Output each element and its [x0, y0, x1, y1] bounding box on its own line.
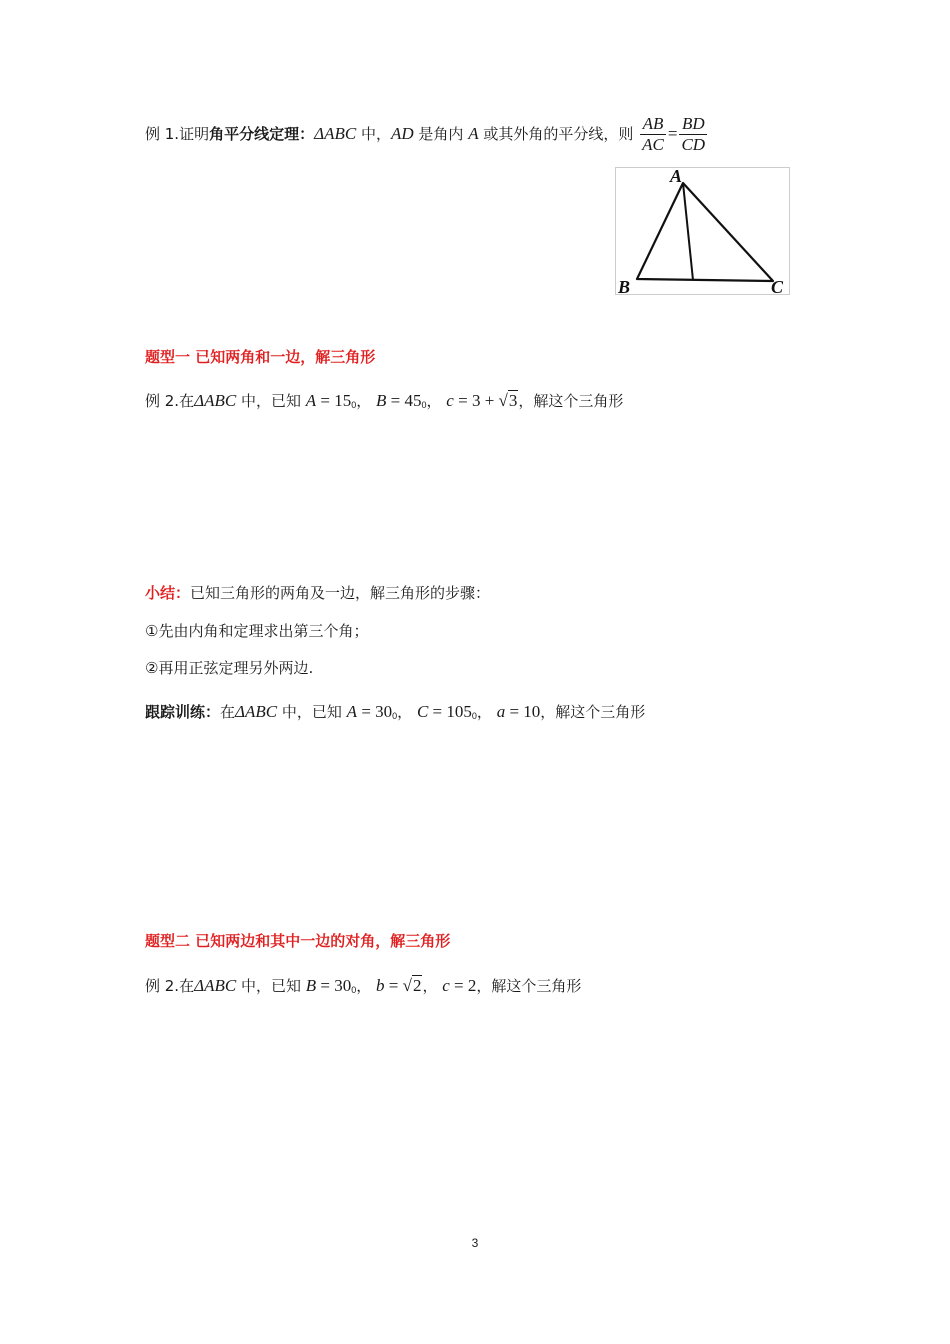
practice-label: 跟踪训练： [145, 703, 221, 721]
vertex-label-b: B [618, 277, 631, 295]
section2-title: 题型二 已知两边和其中一边的对角，解三角形 [145, 932, 451, 950]
summary-step2: ②再用正弦定理另外两边. [145, 659, 314, 677]
section1-title: 题型一 已知两角和一边，解三角形 [145, 348, 376, 366]
practice-line: 跟踪训练：在ΔABC 中，已知 $A = 30_0$， $C = 105_0$， a = 10，解这个三角形 [145, 702, 646, 721]
vertex-label-c: C [771, 277, 784, 295]
example3-line: 例 2.在ΔABC 中，已知 $B = 30_0$， b = √2， c = 2，解这个三角形 [145, 976, 582, 995]
summary-line: 小结：已知三角形的两角及一边，解三角形的步骤： [145, 584, 491, 602]
fraction-bd-cd: $\frac{BD}{CD}$ [681, 114, 706, 154]
theorem-name: 角平分线定理： [209, 125, 315, 143]
triangle-figure [615, 167, 790, 295]
example2-line: 例 2.在ΔABC 中，已知 $A = 15_0$， $B = 45_0$， c = 3 + √3，解这个三角形 [145, 391, 624, 410]
page-number: 3 [471, 1236, 479, 1250]
fraction-ab-ac: $\frac{AB}{AC}$ [642, 114, 664, 154]
sqrt-2: √2 [402, 976, 422, 995]
example1-line: 例 1.证明角平分线定理：ΔABC 中，AD 是角内 A 或其外角的平分线，则 $\frac{AB}{AC}$ = $\frac{BD}{CD}$ [145, 114, 706, 154]
summary-label: 小结： [145, 584, 191, 602]
sqrt-3: √3 [498, 391, 518, 410]
vertex-label-a: A [670, 167, 683, 186]
summary-step1: ①先由内角和定理求出第三个角； [145, 622, 369, 640]
